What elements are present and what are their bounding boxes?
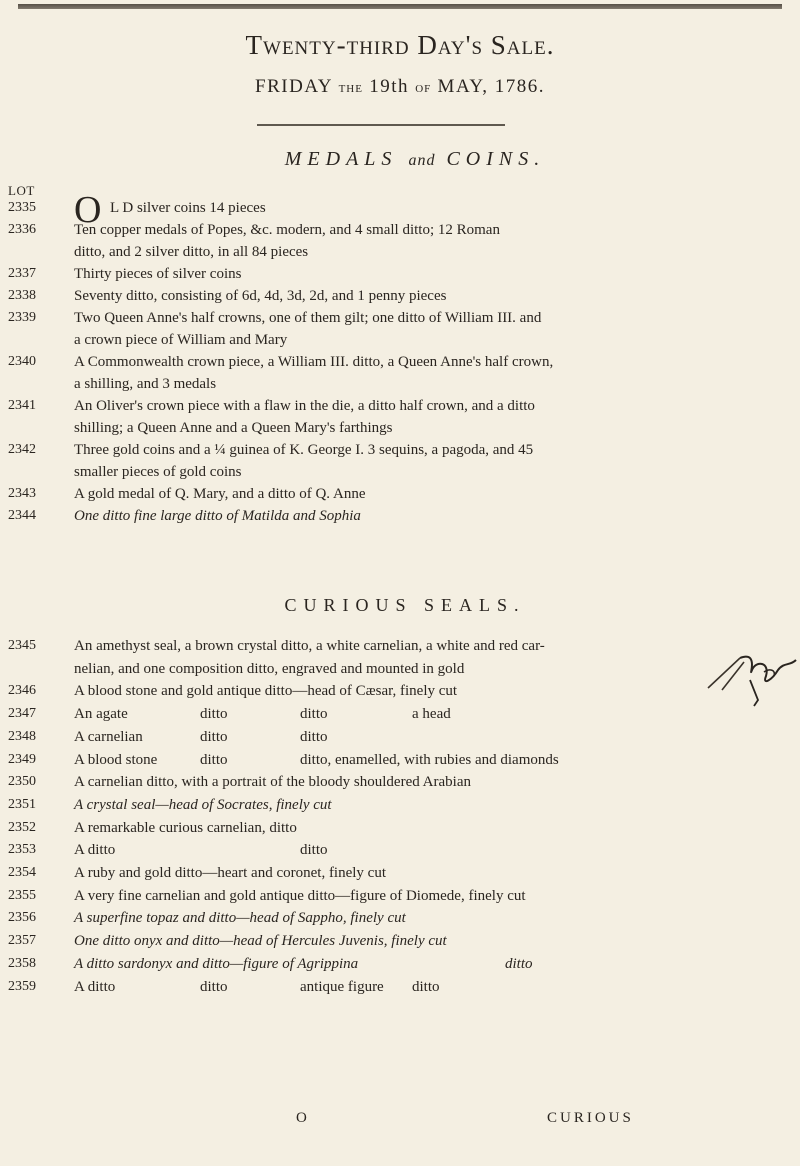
lot-number: 2348 xyxy=(8,728,36,744)
lot-description: A Commonwealth crown piece, a William III. ditto, a Queen Anne's half crown, xyxy=(74,354,554,370)
lot-description: A ruby and gold ditto—heart and coronet, finely cut xyxy=(74,865,387,881)
subtitle-day: FRIDAY xyxy=(255,76,333,97)
lot-description: ditto, and 2 silver ditto, in all 84 pieces xyxy=(74,244,309,260)
lot-number: 2339 xyxy=(8,310,36,325)
page-title: Twenty-third Day's Sale. xyxy=(245,30,555,60)
lot-number: 2344 xyxy=(8,508,36,523)
lot-column-text: ditto xyxy=(200,751,228,768)
lot-column-text: ditto xyxy=(200,706,228,723)
lot-column-text: ditto xyxy=(300,706,328,723)
handwritten-signature xyxy=(700,640,800,720)
lot-ditto: ditto xyxy=(505,955,533,972)
lot-column-text: ditto xyxy=(200,978,228,995)
lot-column-text: ditto xyxy=(200,728,228,745)
lot-description: A crystal seal—head of Socrates, finely cut xyxy=(74,796,332,813)
catchword: CURIOUS xyxy=(547,1110,634,1126)
lot-description: A remarkable curious carnelian, ditto xyxy=(74,819,297,836)
lot-number: 2354 xyxy=(8,865,36,880)
lot-description: A very fine carnelian and gold antique ditto—figure of Diomede, finely cut xyxy=(74,887,526,904)
lot-description: Two Queen Anne's half crowns, one of them gilt; one ditto of William III. and xyxy=(74,310,542,326)
subtitle-the: the xyxy=(338,79,363,96)
lot-number: 2350 xyxy=(8,774,36,790)
lot-column-text: ditto xyxy=(300,728,328,745)
lot-number: 2338 xyxy=(8,288,36,303)
lot-number: 2347 xyxy=(8,706,36,722)
lot-number: 2351 xyxy=(8,796,36,812)
lot-column-text: A blood stone xyxy=(74,751,158,768)
lot-description: Thirty pieces of silver coins xyxy=(74,266,242,282)
top-rule xyxy=(18,4,782,9)
lot-column-text: An agate xyxy=(74,706,128,723)
lot-number: 2336 xyxy=(8,222,36,237)
lot-description: A ditto sardonyx and ditto—figure of Agrippina xyxy=(74,955,359,972)
lot-description: Ten copper medals of Popes, &c. modern, and 4 small ditto; 12 Roman xyxy=(74,222,500,238)
section-rule xyxy=(257,124,505,126)
medals-heading xyxy=(0,148,800,171)
medals-heading-and: and xyxy=(408,152,436,169)
lot-column-text: ditto xyxy=(300,842,328,859)
lot-column-text: antique figure xyxy=(300,978,384,995)
seals-heading: CURIOUS SEALS. xyxy=(284,595,526,615)
lot-column-text: A carnelian xyxy=(74,728,143,745)
lot-number: 2337 xyxy=(8,266,36,281)
signature-mark: O xyxy=(296,1110,307,1126)
lot-description: Seventy ditto, consisting of 6d, 4d, 3d, 2d, and 1 penny pieces xyxy=(74,288,447,304)
lot-number: 2345 xyxy=(8,638,36,653)
lot-description: a crown piece of William and Mary xyxy=(74,332,288,348)
lot-description: A blood stone and gold antique ditto—head of Cæsar, finely cut xyxy=(74,683,458,700)
lot-number: 2342 xyxy=(8,442,36,457)
lot-column-text: ditto xyxy=(412,978,440,995)
lot-description: a shilling, and 3 medals xyxy=(74,376,217,392)
lot-description: nelian, and one composition ditto, engraved and mounted in gold xyxy=(74,660,465,677)
medals-heading-a: MEDALS xyxy=(284,148,398,170)
lot-description: One ditto fine large ditto of Matilda and Sophia xyxy=(74,508,361,524)
lot-column-text: a head xyxy=(412,706,451,723)
lot-number: 2356 xyxy=(8,910,36,926)
subtitle-month: MAY, xyxy=(437,76,489,97)
lot-description: shilling; a Queen Anne and a Queen Mary's farthings xyxy=(74,420,393,436)
lot-description: An Oliver's crown piece with a flaw in the die, a ditto half crown, and a ditto xyxy=(74,398,535,414)
lot-description: A superfine topaz and ditto—head of Sappho, finely cut xyxy=(74,910,406,927)
lot-number: 2346 xyxy=(8,683,36,699)
lot-number: 2343 xyxy=(8,486,36,501)
medals-heading-b: COINS. xyxy=(446,148,546,170)
lot-number: 2353 xyxy=(8,842,36,858)
lot-description: A carnelian ditto, with a portrait of the bloody shouldered Arabian xyxy=(74,774,471,791)
lot-number: 2352 xyxy=(8,819,36,835)
subtitle-date: 19th xyxy=(369,76,409,97)
lot-number: 2335 xyxy=(8,200,36,215)
lot-number: 2357 xyxy=(8,933,36,949)
subtitle-of: of xyxy=(415,79,432,96)
lot-column-text: A ditto xyxy=(74,842,116,859)
lot-number: 2349 xyxy=(8,751,36,767)
lot-description: L D silver coins 14 pieces xyxy=(110,200,266,216)
sale-date xyxy=(0,76,800,98)
lot-number: 2355 xyxy=(8,887,36,903)
subtitle-year: 1786. xyxy=(494,76,545,97)
lot-description: smaller pieces of gold coins xyxy=(74,464,242,480)
lot-description: One ditto onyx and ditto—head of Hercules Juvenis, finely cut xyxy=(74,933,447,950)
lot-column-text: A ditto xyxy=(74,978,116,995)
lot-number: 2341 xyxy=(8,398,36,413)
lot-description: An amethyst seal, a brown crystal ditto, a white carnelian, a white and red car- xyxy=(74,638,545,654)
lot-number: 2358 xyxy=(8,955,36,971)
lot-column-label: LOT xyxy=(8,183,35,198)
lot-description: Three gold coins and a ¼ guinea of K. George I. 3 sequins, a pagoda, and 45 xyxy=(74,442,534,458)
drop-capital: O xyxy=(74,189,102,231)
lot-description: A gold medal of Q. Mary, and a ditto of Q. Anne xyxy=(74,486,366,502)
lot-number: 2359 xyxy=(8,978,36,994)
lot-number: 2340 xyxy=(8,354,36,369)
lot-column-text: ditto, enamelled, with rubies and diamonds xyxy=(300,751,559,768)
